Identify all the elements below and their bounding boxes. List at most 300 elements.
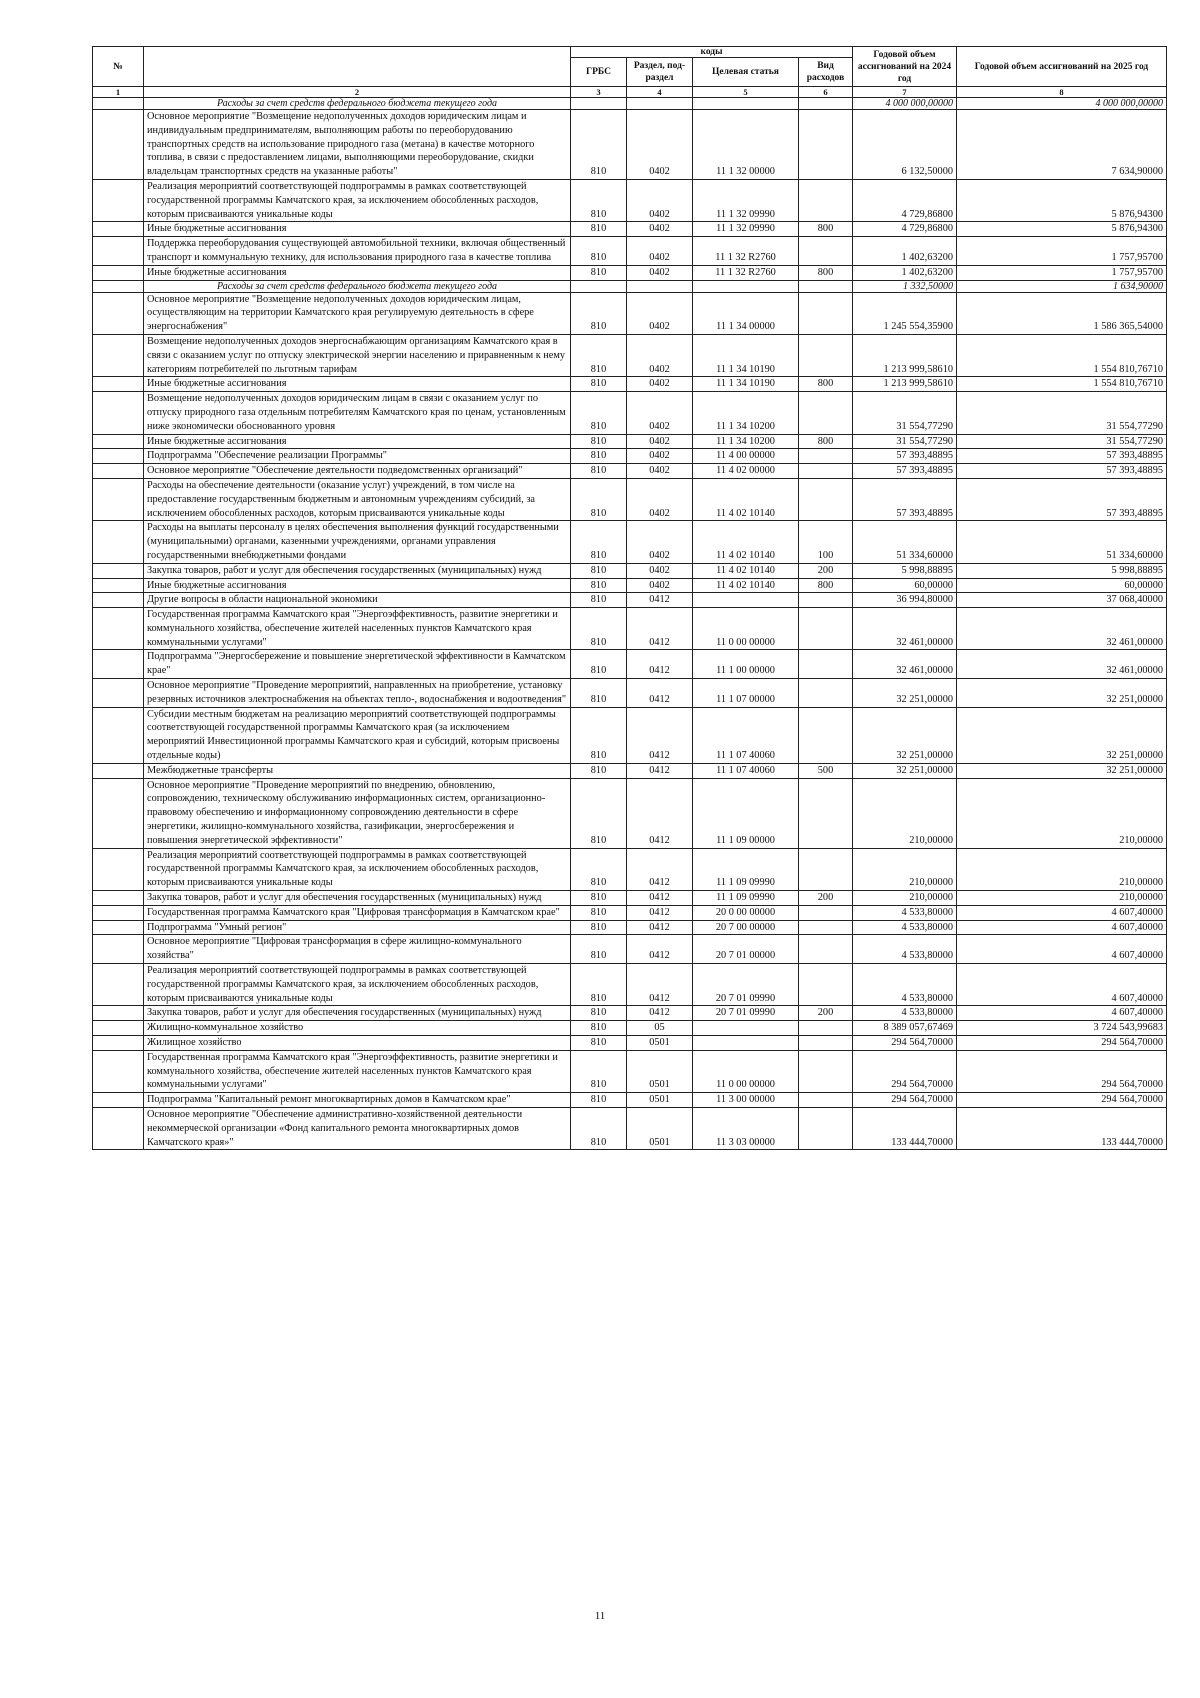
razdel-cell: 0402 <box>627 110 693 180</box>
target-article-cell: 11 0 00 00000 <box>693 608 799 650</box>
table-row <box>93 1093 1167 1108</box>
expense-type-cell: 800 <box>799 222 853 237</box>
target-article-cell: 11 1 32 00000 <box>693 110 799 180</box>
expense-type-cell: 800 <box>799 434 853 449</box>
grbs-cell: 810 <box>571 1006 627 1021</box>
grbs-cell: 810 <box>571 920 627 935</box>
target-article-cell: 11 0 00 00000 <box>693 1050 799 1092</box>
amount-2024-cell: 32 251,00000 <box>853 679 957 708</box>
razdel-cell: 0412 <box>627 593 693 608</box>
target-article-cell: 11 1 09 00000 <box>693 778 799 848</box>
header-grbs: ГРБС <box>571 58 627 87</box>
razdel-cell: 0412 <box>627 778 693 848</box>
expense-type-cell <box>799 905 853 920</box>
row-name-cell: Реализация мероприятий соответствующей подпрограммы в рамках соответствующей государственной программы Камчатского края, за исключением обособленных расходов, которым присваиваются уникальные коды <box>144 179 571 221</box>
grbs-cell: 810 <box>571 237 627 266</box>
amount-2025-cell: 31 554,77290 <box>957 392 1167 434</box>
amount-2025-cell: 31 554,77290 <box>957 434 1167 449</box>
expense-type-cell <box>799 935 853 964</box>
row-name-cell: Возмещение недополученных доходов энергоснабжающим организациям Камчатского края в связи с оказанием услуг по отпуску электрической энергии населению и приравненным к нему категориям потребителей по льготным тарифам <box>144 334 571 376</box>
header-2025: Годовой объем ассигнований на 2025 год <box>957 47 1167 87</box>
header-tsel: Целевая статья <box>693 58 799 87</box>
target-article-cell: 11 3 03 00000 <box>693 1107 799 1149</box>
amount-2025-cell: 3 724 543,99683 <box>957 1021 1167 1036</box>
amount-2025-cell: 294 564,70000 <box>957 1036 1167 1051</box>
grbs-cell: 810 <box>571 935 627 964</box>
grbs-cell: 810 <box>571 763 627 778</box>
razdel-cell: 0402 <box>627 578 693 593</box>
table-row <box>93 280 1167 292</box>
razdel-cell: 0412 <box>627 650 693 679</box>
target-article-cell <box>693 1021 799 1036</box>
expense-type-cell <box>799 707 853 763</box>
target-article-cell: 11 1 07 40060 <box>693 763 799 778</box>
target-article-cell: 20 7 01 00000 <box>693 935 799 964</box>
razdel-cell: 0412 <box>627 935 693 964</box>
amount-2024-cell: 4 533,80000 <box>853 1006 957 1021</box>
razdel-cell: 0402 <box>627 464 693 479</box>
amount-2024-cell: 210,00000 <box>853 848 957 890</box>
table-row <box>93 905 1167 920</box>
table-row <box>93 650 1167 679</box>
razdel-cell: 0402 <box>627 292 693 334</box>
row-number-cell <box>93 98 144 110</box>
target-article-cell: 20 7 01 09990 <box>693 1006 799 1021</box>
amount-2025-cell: 51 334,60000 <box>957 521 1167 563</box>
target-article-cell: 11 3 00 00000 <box>693 1093 799 1108</box>
target-article-cell: 11 1 32 09990 <box>693 222 799 237</box>
target-article-cell <box>693 593 799 608</box>
amount-2024-cell: 32 461,00000 <box>853 650 957 679</box>
row-number-cell <box>93 563 144 578</box>
row-number-cell <box>93 1021 144 1036</box>
razdel-cell: 0412 <box>627 848 693 890</box>
row-number-cell <box>93 179 144 221</box>
razdel-cell: 0402 <box>627 179 693 221</box>
table-row <box>93 464 1167 479</box>
razdel-cell: 0501 <box>627 1093 693 1108</box>
amount-2024-cell: 32 251,00000 <box>853 707 957 763</box>
table-row <box>93 179 1167 221</box>
amount-2025-cell: 4 607,40000 <box>957 905 1167 920</box>
expense-type-cell <box>799 920 853 935</box>
table-row <box>93 392 1167 434</box>
table-row <box>93 1021 1167 1036</box>
row-number-cell <box>93 848 144 890</box>
row-number-cell <box>93 110 144 180</box>
grbs-cell: 810 <box>571 593 627 608</box>
row-name-cell: Подпрограмма "Умный регион" <box>144 920 571 935</box>
amount-2024-cell: 133 444,70000 <box>853 1107 957 1149</box>
row-number-cell <box>93 679 144 708</box>
razdel-cell: 0402 <box>627 377 693 392</box>
razdel-cell: 0402 <box>627 563 693 578</box>
amount-2024-cell: 4 533,80000 <box>853 920 957 935</box>
razdel-cell: 0402 <box>627 478 693 520</box>
target-article-cell: 11 1 09 09990 <box>693 848 799 890</box>
amount-2024-cell: 8 389 057,67469 <box>853 1021 957 1036</box>
row-number-cell <box>93 449 144 464</box>
row-name-cell: Межбюджетные трансферты <box>144 763 571 778</box>
target-article-cell: 11 1 34 10190 <box>693 334 799 376</box>
amount-2024-cell: 60,00000 <box>853 578 957 593</box>
header-index: 4 <box>627 87 693 98</box>
amount-2024-cell: 4 000 000,00000 <box>853 98 957 110</box>
table-row <box>93 964 1167 1006</box>
amount-2024-cell: 32 461,00000 <box>853 608 957 650</box>
razdel-cell: 0402 <box>627 222 693 237</box>
expense-type-cell <box>799 478 853 520</box>
table-row <box>93 377 1167 392</box>
table-row <box>93 920 1167 935</box>
row-number-cell <box>93 280 144 292</box>
amount-2024-cell: 294 564,70000 <box>853 1093 957 1108</box>
target-article-cell: 11 4 02 10140 <box>693 521 799 563</box>
row-name-cell: Основное мероприятие "Обеспечение административно-хозяйственной деятельности некоммерческой организации «Фонд капитального ремонта многоквартирных домов Камчатского края»" <box>144 1107 571 1149</box>
table-row <box>93 449 1167 464</box>
target-article-cell: 11 1 07 00000 <box>693 679 799 708</box>
amount-2025-cell: 1 586 365,54000 <box>957 292 1167 334</box>
expense-type-cell <box>799 98 853 110</box>
expense-type-cell <box>799 1021 853 1036</box>
expense-type-cell <box>799 179 853 221</box>
row-number-cell <box>93 891 144 906</box>
grbs-cell: 810 <box>571 1021 627 1036</box>
amount-2024-cell: 1 213 999,58610 <box>853 334 957 376</box>
amount-2025-cell: 1 757,95700 <box>957 265 1167 280</box>
target-article-cell: 11 1 32 09990 <box>693 179 799 221</box>
razdel-cell: 0402 <box>627 434 693 449</box>
grbs-cell: 810 <box>571 578 627 593</box>
razdel-cell: 0501 <box>627 1036 693 1051</box>
grbs-cell: 810 <box>571 848 627 890</box>
target-article-cell: 11 1 07 40060 <box>693 707 799 763</box>
expense-type-cell: 100 <box>799 521 853 563</box>
grbs-cell <box>571 280 627 292</box>
table-row <box>93 578 1167 593</box>
table-row <box>93 1107 1167 1149</box>
row-name-cell: Поддержка переоборудования существующей автомобильной техники, включая общественный транспорт и коммунальную технику, для использования природного газа в качестве топлива <box>144 237 571 266</box>
row-name-cell: Расходы на выплаты персоналу в целях обеспечения выполнения функций государственными (муниципальными) органами, казенными учреждениями, органами управления государственными внебюджетными фондами <box>144 521 571 563</box>
grbs-cell: 810 <box>571 964 627 1006</box>
table-row <box>93 292 1167 334</box>
header-name <box>144 47 571 87</box>
expense-type-cell <box>799 650 853 679</box>
amount-2025-cell: 4 607,40000 <box>957 920 1167 935</box>
row-name-cell: Иные бюджетные ассигнования <box>144 265 571 280</box>
table-row <box>93 222 1167 237</box>
page-number: 11 <box>594 1610 606 1622</box>
row-number-cell <box>93 763 144 778</box>
grbs-cell: 810 <box>571 891 627 906</box>
expense-type-cell <box>799 392 853 434</box>
amount-2024-cell: 4 729,86800 <box>853 179 957 221</box>
target-article-cell: 11 4 02 00000 <box>693 464 799 479</box>
expense-type-cell <box>799 237 853 266</box>
razdel-cell: 0412 <box>627 763 693 778</box>
row-number-cell <box>93 608 144 650</box>
table-row <box>93 98 1167 110</box>
amount-2025-cell: 57 393,48895 <box>957 464 1167 479</box>
table-row <box>93 679 1167 708</box>
target-article-cell <box>693 98 799 110</box>
razdel-cell: 0501 <box>627 1050 693 1092</box>
target-article-cell: 11 1 32 R2760 <box>693 265 799 280</box>
grbs-cell: 810 <box>571 110 627 180</box>
amount-2025-cell: 294 564,70000 <box>957 1093 1167 1108</box>
amount-2024-cell: 4 729,86800 <box>853 222 957 237</box>
grbs-cell: 810 <box>571 449 627 464</box>
row-number-cell <box>93 1036 144 1051</box>
row-number-cell <box>93 478 144 520</box>
amount-2024-cell: 57 393,48895 <box>853 464 957 479</box>
row-name-cell: Иные бюджетные ассигнования <box>144 578 571 593</box>
table-row <box>93 334 1167 376</box>
amount-2025-cell: 1 554 810,76710 <box>957 377 1167 392</box>
expense-type-cell <box>799 280 853 292</box>
table-row <box>93 478 1167 520</box>
razdel-cell: 0412 <box>627 964 693 1006</box>
expense-type-cell <box>799 292 853 334</box>
amount-2024-cell: 32 251,00000 <box>853 763 957 778</box>
row-name-cell: Подпрограмма "Энергосбережение и повышение энергетической эффективности в Камчатском крае" <box>144 650 571 679</box>
row-name-cell: Иные бюджетные ассигнования <box>144 377 571 392</box>
table-row <box>93 1050 1167 1092</box>
row-name-cell: Государственная программа Камчатского края "Цифровая трансформация в Камчатском крае" <box>144 905 571 920</box>
table-row <box>93 778 1167 848</box>
header-index: 2 <box>144 87 571 98</box>
budget-table <box>92 46 1167 1150</box>
row-name-cell: Субсидии местным бюджетам на реализацию мероприятий соответствующей подпрограммы соответствующей государственной программы Камчатского края (за исключением мероприятий Инвестиционной программы Камчатского края и субсидий, которым присвоены отдельные коды) <box>144 707 571 763</box>
grbs-cell: 810 <box>571 1107 627 1149</box>
amount-2024-cell: 36 994,80000 <box>853 593 957 608</box>
grbs-cell: 810 <box>571 707 627 763</box>
grbs-cell: 810 <box>571 334 627 376</box>
amount-2025-cell: 133 444,70000 <box>957 1107 1167 1149</box>
razdel-cell: 0412 <box>627 1006 693 1021</box>
row-name-cell: Расходы за счет средств федерального бюджета текущего года <box>144 280 571 292</box>
row-name-cell: Основное мероприятие "Цифровая трансформация в сфере жилищно-коммунального хозяйства" <box>144 935 571 964</box>
table-row <box>93 593 1167 608</box>
razdel-cell: 0412 <box>627 679 693 708</box>
amount-2024-cell: 57 393,48895 <box>853 449 957 464</box>
amount-2024-cell: 31 554,77290 <box>853 434 957 449</box>
target-article-cell: 11 1 32 R2760 <box>693 237 799 266</box>
amount-2025-cell: 4 000 000,00000 <box>957 98 1167 110</box>
amount-2024-cell: 57 393,48895 <box>853 478 957 520</box>
table-row <box>93 608 1167 650</box>
grbs-cell: 810 <box>571 521 627 563</box>
grbs-cell: 810 <box>571 292 627 334</box>
expense-type-cell <box>799 1093 853 1108</box>
row-name-cell: Расходы за счет средств федерального бюджета текущего года <box>144 98 571 110</box>
budget-table-sheet <box>92 46 1166 1150</box>
row-number-cell <box>93 707 144 763</box>
target-article-cell: 11 1 34 10190 <box>693 377 799 392</box>
target-article-cell <box>693 280 799 292</box>
razdel-cell: 0412 <box>627 608 693 650</box>
amount-2025-cell: 294 564,70000 <box>957 1050 1167 1092</box>
row-number-cell <box>93 237 144 266</box>
table-row <box>93 1006 1167 1021</box>
table-row <box>93 265 1167 280</box>
row-name-cell: Иные бюджетные ассигнования <box>144 222 571 237</box>
header-2024: Годовой объем ассигнований на 2024 год <box>853 47 957 87</box>
table-row <box>93 891 1167 906</box>
expense-type-cell <box>799 593 853 608</box>
target-article-cell: 20 7 00 00000 <box>693 920 799 935</box>
row-name-cell: Иные бюджетные ассигнования <box>144 434 571 449</box>
row-number-cell <box>93 1093 144 1108</box>
grbs-cell: 810 <box>571 1036 627 1051</box>
expense-type-cell: 200 <box>799 891 853 906</box>
row-name-cell: Основное мероприятие "Проведение мероприятий, направленных на приобретение, установку резервных источников электроснабжения на объектах тепло-, водоснабжения и водоотведения" <box>144 679 571 708</box>
amount-2025-cell: 32 461,00000 <box>957 650 1167 679</box>
expense-type-cell <box>799 778 853 848</box>
expense-type-cell <box>799 1050 853 1092</box>
target-article-cell <box>693 1036 799 1051</box>
expense-type-cell <box>799 608 853 650</box>
row-number-cell <box>93 434 144 449</box>
header-codes: коды <box>571 47 853 58</box>
row-name-cell: Возмещение недополученных доходов юридическим лицам в связи с оказанием услуг по отпуску природного газа отдельным потребителям Камчатского края по ценам, установленным ниже экономически обоснованного уровня <box>144 392 571 434</box>
header-index-row <box>93 87 1167 98</box>
amount-2025-cell: 4 607,40000 <box>957 1006 1167 1021</box>
table-header <box>93 47 1167 98</box>
row-name-cell: Государственная программа Камчатского края "Энергоэффективность, развитие энергетики и коммунального хозяйства, обеспечение жителей населенных пунктов Камчатского края коммунальными услугами" <box>144 1050 571 1092</box>
row-name-cell: Закупка товаров, работ и услуг для обеспечения государственных (муниципальных) нужд <box>144 891 571 906</box>
row-name-cell: Основное мероприятие "Проведение мероприятий по внедрению, обновлению, сопровождению, техническому обслуживанию информационных систем, организационно-правовому обеспечению и информационному сопровождению деятельности в сфере энергетики, жилищно-коммунального хозяйства, газификации, энергосбережения и повышения энергетической эффективности" <box>144 778 571 848</box>
grbs-cell: 810 <box>571 377 627 392</box>
row-number-cell <box>93 265 144 280</box>
target-article-cell: 11 1 34 10200 <box>693 434 799 449</box>
header-num: № <box>93 47 144 87</box>
grbs-cell: 810 <box>571 1050 627 1092</box>
target-article-cell: 11 1 09 09990 <box>693 891 799 906</box>
expense-type-cell <box>799 110 853 180</box>
row-name-cell: Основное мероприятие "Обеспечение деятельности подведомственных организаций" <box>144 464 571 479</box>
amount-2025-cell: 5 876,94300 <box>957 222 1167 237</box>
header-index: 6 <box>799 87 853 98</box>
amount-2024-cell: 210,00000 <box>853 891 957 906</box>
row-number-cell <box>93 593 144 608</box>
target-article-cell: 20 0 00 00000 <box>693 905 799 920</box>
grbs-cell: 810 <box>571 778 627 848</box>
amount-2025-cell: 1 757,95700 <box>957 237 1167 266</box>
row-name-cell: Государственная программа Камчатского края "Энергоэффективность, развитие энергетики и коммунального хозяйства, обеспечение жителей населенных пунктов Камчатского края коммунальными услугами" <box>144 608 571 650</box>
amount-2025-cell: 5 876,94300 <box>957 179 1167 221</box>
razdel-cell: 05 <box>627 1021 693 1036</box>
amount-2024-cell: 6 132,50000 <box>853 110 957 180</box>
row-number-cell <box>93 464 144 479</box>
table-row <box>93 935 1167 964</box>
razdel-cell: 0402 <box>627 237 693 266</box>
row-name-cell: Жилищное хозяйство <box>144 1036 571 1051</box>
razdel-cell: 0412 <box>627 891 693 906</box>
target-article-cell: 20 7 01 09990 <box>693 964 799 1006</box>
expense-type-cell <box>799 464 853 479</box>
target-article-cell: 11 1 00 00000 <box>693 650 799 679</box>
target-article-cell: 11 4 02 10140 <box>693 563 799 578</box>
expense-type-cell <box>799 848 853 890</box>
amount-2024-cell: 1 213 999,58610 <box>853 377 957 392</box>
amount-2025-cell: 7 634,90000 <box>957 110 1167 180</box>
target-article-cell: 11 1 34 10200 <box>693 392 799 434</box>
table-row <box>93 1036 1167 1051</box>
amount-2025-cell: 32 461,00000 <box>957 608 1167 650</box>
amount-2024-cell: 5 998,88895 <box>853 563 957 578</box>
header-index: 3 <box>571 87 627 98</box>
amount-2025-cell: 210,00000 <box>957 848 1167 890</box>
row-name-cell: Жилищно-коммунальное хозяйство <box>144 1021 571 1036</box>
amount-2025-cell: 1 554 810,76710 <box>957 334 1167 376</box>
row-name-cell: Основное мероприятие "Возмещение недополученных доходов юридическим лицам и индивидуальным предпринимателям, выполняющим работы по переоборудованию транспортных средств на использование природного газа (метана) в качестве моторного топлива, в связи с предоставлением лицами, выполняющими переоборудование, скидки владельцам транспортных средств на указанные работы" <box>144 110 571 180</box>
expense-type-cell: 800 <box>799 578 853 593</box>
amount-2024-cell: 4 533,80000 <box>853 964 957 1006</box>
amount-2025-cell: 4 607,40000 <box>957 964 1167 1006</box>
razdel-cell: 0402 <box>627 521 693 563</box>
expense-type-cell <box>799 1107 853 1149</box>
expense-type-cell: 800 <box>799 377 853 392</box>
amount-2025-cell: 5 998,88895 <box>957 563 1167 578</box>
row-name-cell: Расходы на обеспечение деятельности (оказание услуг) учреждений, в том числе на предоставление государственным бюджетным и автономным учреждениям субсидий, за исключением обособленных расходов, которым присваиваются уникальные коды <box>144 478 571 520</box>
expense-type-cell: 800 <box>799 265 853 280</box>
grbs-cell: 810 <box>571 608 627 650</box>
row-number-cell <box>93 964 144 1006</box>
row-name-cell: Основное мероприятие "Возмещение недополученных доходов юридическим лицам, осуществляющим на территории Камчатского края регулируемую деятельность в сфере энергоснабжения" <box>144 292 571 334</box>
table-row <box>93 237 1167 266</box>
expense-type-cell: 500 <box>799 763 853 778</box>
amount-2024-cell: 1 332,50000 <box>853 280 957 292</box>
amount-2024-cell: 4 533,80000 <box>853 935 957 964</box>
razdel-cell: 0402 <box>627 265 693 280</box>
amount-2025-cell: 57 393,48895 <box>957 478 1167 520</box>
amount-2025-cell: 32 251,00000 <box>957 679 1167 708</box>
expense-type-cell: 200 <box>799 1006 853 1021</box>
table-row <box>93 763 1167 778</box>
grbs-cell: 810 <box>571 679 627 708</box>
row-number-cell <box>93 377 144 392</box>
table-row <box>93 521 1167 563</box>
amount-2025-cell: 210,00000 <box>957 778 1167 848</box>
amount-2025-cell: 32 251,00000 <box>957 707 1167 763</box>
razdel-cell <box>627 98 693 110</box>
target-article-cell: 11 4 02 10140 <box>693 578 799 593</box>
expense-type-cell <box>799 964 853 1006</box>
header-razdel: Раздел, под-раздел <box>627 58 693 87</box>
table-body <box>93 98 1167 1150</box>
grbs-cell: 810 <box>571 563 627 578</box>
grbs-cell: 810 <box>571 179 627 221</box>
row-number-cell <box>93 905 144 920</box>
row-number-cell <box>93 222 144 237</box>
razdel-cell: 0412 <box>627 905 693 920</box>
amount-2024-cell: 294 564,70000 <box>853 1050 957 1092</box>
row-number-cell <box>93 334 144 376</box>
expense-type-cell <box>799 449 853 464</box>
grbs-cell: 810 <box>571 265 627 280</box>
row-name-cell: Закупка товаров, работ и услуг для обеспечения государственных (муниципальных) нужд <box>144 1006 571 1021</box>
amount-2024-cell: 1 245 554,35900 <box>853 292 957 334</box>
target-article-cell: 11 4 00 00000 <box>693 449 799 464</box>
table-row <box>93 434 1167 449</box>
amount-2024-cell: 51 334,60000 <box>853 521 957 563</box>
row-number-cell <box>93 935 144 964</box>
expense-type-cell <box>799 1036 853 1051</box>
amount-2024-cell: 4 533,80000 <box>853 905 957 920</box>
row-number-cell <box>93 920 144 935</box>
row-number-cell <box>93 650 144 679</box>
